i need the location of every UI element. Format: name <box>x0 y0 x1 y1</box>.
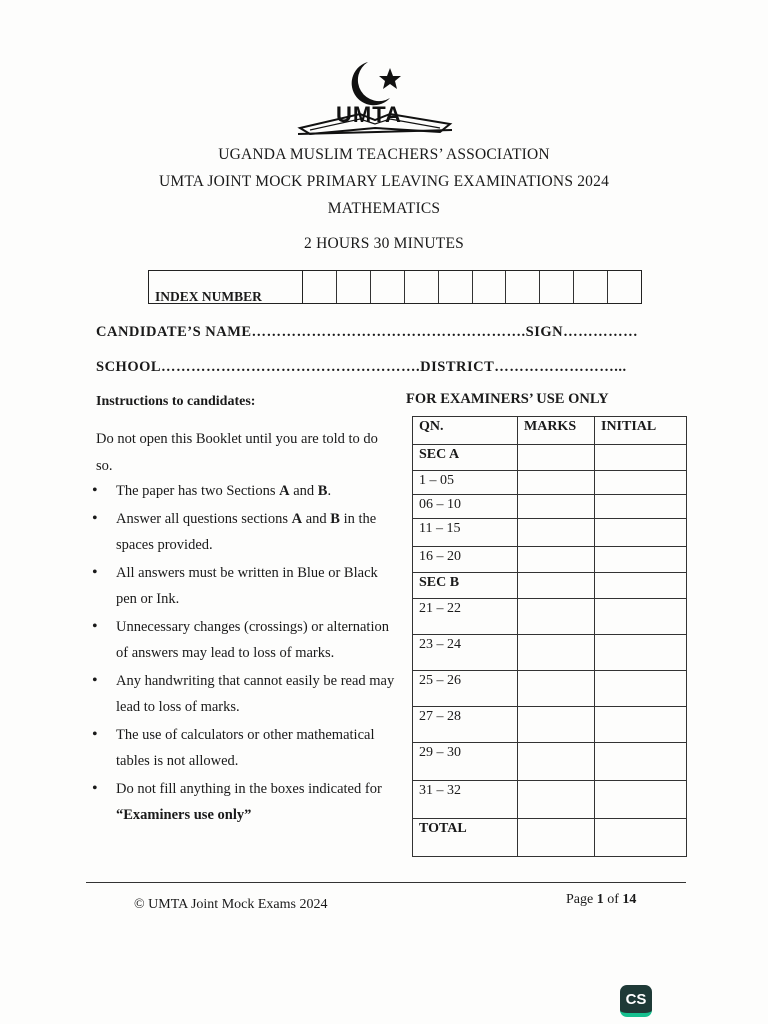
index-digit-cell[interactable] <box>608 271 641 303</box>
initial-cell[interactable] <box>595 635 687 671</box>
table-row <box>413 671 687 707</box>
list-item: • Do not fill anything in the boxes indicated for “Examiners use only” <box>90 776 400 829</box>
initial-cell[interactable] <box>595 599 687 635</box>
marks-cell[interactable] <box>518 547 595 573</box>
index-number-box <box>148 270 642 304</box>
bullet-icon: • <box>92 482 98 499</box>
examiners-table <box>412 416 687 857</box>
instructions-title: Instructions to candidates: <box>96 394 256 409</box>
qn-cell: 1 – 05 <box>413 471 518 495</box>
qn-cell: SEC B <box>413 573 518 599</box>
table-row <box>413 599 687 635</box>
initial-cell[interactable] <box>595 519 687 547</box>
table-row <box>413 781 687 819</box>
index-digit-cell[interactable] <box>303 271 337 303</box>
qn-cell: 23 – 24 <box>413 635 518 671</box>
bullet-icon: • <box>92 725 98 743</box>
marks-cell[interactable] <box>518 519 595 547</box>
qn-cell: 29 – 30 <box>413 743 518 781</box>
index-digit-cell[interactable] <box>506 271 540 303</box>
list-item: • Answer all questions sections A and B in the spaces provided. <box>90 506 400 559</box>
index-digit-cell[interactable] <box>371 271 405 303</box>
table-row <box>413 519 687 547</box>
duration: 2 HOURS 30 MINUTES <box>304 235 464 252</box>
bullet-icon: • <box>92 671 98 689</box>
initial-cell[interactable] <box>595 495 687 519</box>
scanner-badge-icon: CS <box>620 985 652 1017</box>
marks-cell[interactable] <box>518 471 595 495</box>
column-header-marks: MARKS <box>518 417 595 445</box>
umta-logo <box>290 58 460 138</box>
list-item: • The paper has two Sections A and B. <box>90 478 400 505</box>
initial-cell[interactable] <box>595 573 687 599</box>
index-number-label: INDEX NUMBER <box>149 271 303 303</box>
list-item: • Unnecessary changes (crossings) or alternation of answers may lead to loss of marks. <box>90 614 400 667</box>
column-header-initial: INITIAL <box>595 417 687 445</box>
school-district-field[interactable]: SCHOOL…………………………………………….DISTRICT……………………... <box>96 359 627 375</box>
instructions-list <box>90 478 400 830</box>
marks-cell[interactable] <box>518 671 595 707</box>
table-row <box>413 547 687 573</box>
marks-cell[interactable] <box>518 743 595 781</box>
bullet-icon: • <box>92 563 98 581</box>
index-digit-cell[interactable] <box>540 271 574 303</box>
marks-cell[interactable] <box>518 781 595 819</box>
initial-cell[interactable] <box>595 819 687 857</box>
table-row <box>413 743 687 781</box>
bullet-icon: • <box>92 509 98 527</box>
instructions-lead: Do not open this Booklet until you are told to do so. <box>96 431 378 474</box>
marks-cell[interactable] <box>518 495 595 519</box>
table-row <box>413 445 687 471</box>
list-item: • All answers must be written in Blue or Black pen or Ink. <box>90 560 400 613</box>
index-digit-cell[interactable] <box>405 271 439 303</box>
qn-cell: 06 – 10 <box>413 495 518 519</box>
marks-cell[interactable] <box>518 635 595 671</box>
copyright: © UMTA Joint Mock Exams 2024 <box>134 897 328 912</box>
index-digit-cell[interactable] <box>439 271 473 303</box>
qn-cell: 16 – 20 <box>413 547 518 573</box>
qn-cell: 11 – 15 <box>413 519 518 547</box>
index-digit-cell[interactable] <box>337 271 371 303</box>
candidate-name-field[interactable]: CANDIDATE’S NAME……………………………………………….SIGN…………… <box>96 324 639 340</box>
page-number: Page 1 of 14 <box>566 892 637 907</box>
qn-cell: 21 – 22 <box>413 599 518 635</box>
initial-cell[interactable] <box>595 671 687 707</box>
qn-cell: SEC A <box>413 445 518 471</box>
column-header-qn: QN. <box>413 417 518 445</box>
index-digit-cell[interactable] <box>574 271 608 303</box>
marks-cell[interactable] <box>518 707 595 743</box>
bullet-icon: • <box>92 779 98 797</box>
table-row <box>413 495 687 519</box>
bullet-icon: • <box>92 617 98 635</box>
exam-title: UMTA JOINT MOCK PRIMARY LEAVING EXAMINATIONS 2024 <box>158 173 610 190</box>
association-title: UGANDA MUSLIM TEACHERS’ ASSOCIATION <box>218 146 550 163</box>
marks-cell[interactable] <box>518 819 595 857</box>
initial-cell[interactable] <box>595 445 687 471</box>
qn-cell: 27 – 28 <box>413 707 518 743</box>
table-row <box>413 819 687 857</box>
list-item: • The use of calculators or other mathematical tables is not allowed. <box>90 722 400 775</box>
table-row <box>413 635 687 671</box>
subject-title: MATHEMATICS <box>327 200 441 217</box>
footer-divider <box>86 882 686 883</box>
initial-cell[interactable] <box>595 707 687 743</box>
logo-text: UMTA <box>336 102 402 127</box>
qn-cell: 25 – 26 <box>413 671 518 707</box>
initial-cell[interactable] <box>595 547 687 573</box>
table-row <box>413 471 687 495</box>
qn-cell: TOTAL <box>413 819 518 857</box>
marks-cell[interactable] <box>518 445 595 471</box>
marks-cell[interactable] <box>518 573 595 599</box>
index-digit-cell[interactable] <box>473 271 507 303</box>
table-row <box>413 573 687 599</box>
qn-cell: 31 – 32 <box>413 781 518 819</box>
initial-cell[interactable] <box>595 471 687 495</box>
marks-cell[interactable] <box>518 599 595 635</box>
table-row <box>413 707 687 743</box>
list-item: • Any handwriting that cannot easily be read may lead to loss of marks. <box>90 668 400 721</box>
examiners-use-title: FOR EXAMINERS’ USE ONLY <box>406 391 609 407</box>
initial-cell[interactable] <box>595 743 687 781</box>
initial-cell[interactable] <box>595 781 687 819</box>
